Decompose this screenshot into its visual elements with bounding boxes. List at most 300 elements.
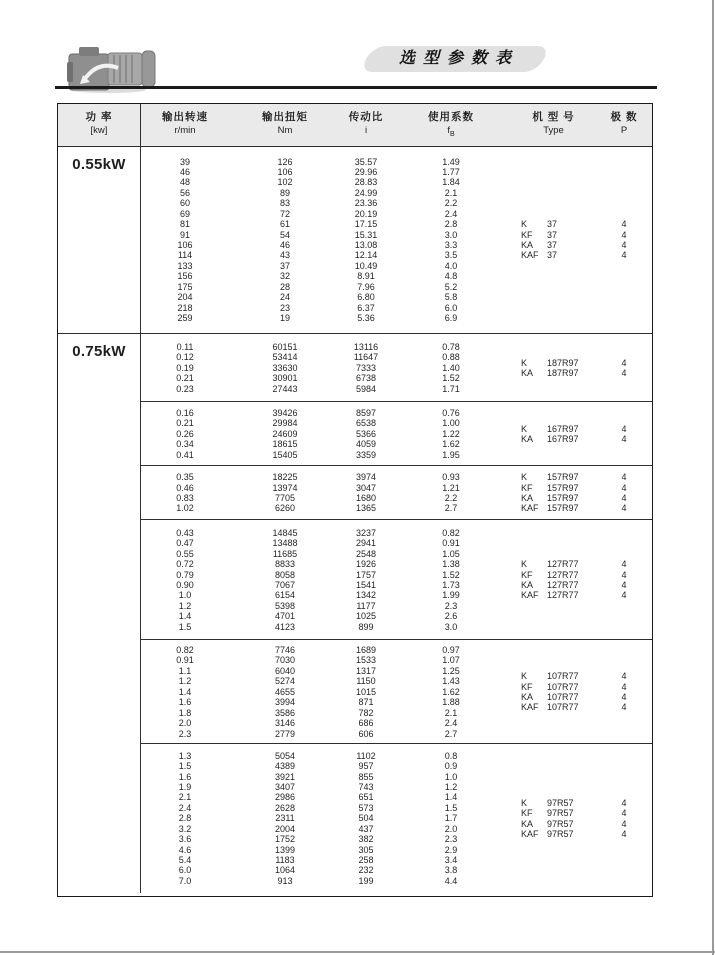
torque-value: 6260 — [274, 503, 296, 514]
speed-value: 0.35 — [176, 472, 194, 483]
ratio-value: 7333 — [355, 362, 377, 373]
speed-value: 0.46 — [176, 482, 194, 493]
speed-value: 1.9 — [178, 781, 192, 792]
torque-value: 126 — [277, 156, 293, 167]
factor-value: 0.76 — [442, 407, 460, 418]
poles-value: 4 — [621, 250, 627, 261]
speed-value: 259 — [177, 313, 193, 324]
speed-value: 0.21 — [176, 418, 194, 429]
type-model: 167R97 — [547, 434, 579, 444]
ratio-value: 305 — [358, 844, 374, 855]
type-prefix: KF — [521, 482, 533, 493]
factor-value: 1.07 — [442, 655, 460, 666]
ratio-column — [341, 466, 391, 520]
ratio-value: 6.37 — [357, 302, 375, 313]
speed-value: 3.2 — [178, 823, 192, 834]
speed-value: 56 — [179, 187, 190, 198]
factor-value: 1.25 — [442, 665, 460, 676]
ratio-value: 13116 — [353, 341, 379, 352]
factor-value: 3.5 — [444, 250, 458, 261]
factor-value: 1.73 — [442, 580, 460, 590]
torque-value: 1064 — [274, 865, 296, 876]
factor-column — [391, 466, 511, 520]
poles-column — [596, 640, 652, 744]
type-cell — [521, 230, 596, 240]
poles-value: 4 — [621, 368, 627, 378]
factor-value: 6.9 — [444, 313, 458, 324]
col-header-power: 功 率 [kw] — [58, 104, 141, 146]
ratio-value: 2548 — [355, 548, 377, 559]
type-prefix: KF — [521, 681, 533, 692]
speed-value: 0.79 — [176, 569, 194, 580]
type-cell — [521, 590, 596, 600]
torque-value: 46 — [279, 240, 290, 250]
type-model: 37 — [547, 250, 558, 261]
torque-value: 102 — [277, 177, 293, 188]
torque-column — [229, 520, 341, 640]
poles-value: 4 — [621, 493, 627, 503]
factor-value: 1.52 — [442, 569, 460, 580]
torque-value: 4389 — [274, 761, 296, 772]
ratio-value: 743 — [358, 781, 374, 792]
torque-value: 15405 — [272, 449, 298, 460]
factor-value: 0.91 — [442, 538, 460, 549]
ratio-value: 504 — [358, 813, 374, 824]
type-prefix: KAF — [521, 590, 539, 601]
speed-value: 0.83 — [176, 493, 194, 503]
type-model: 167R97 — [547, 423, 579, 434]
ratio-column — [341, 334, 391, 402]
torque-value: 6154 — [274, 590, 296, 601]
poles-value: 4 — [621, 482, 627, 493]
factor-value: 4.8 — [444, 271, 458, 282]
type-cell — [521, 358, 596, 368]
torque-value: 54 — [279, 229, 290, 240]
type-model: 127R77 — [547, 559, 579, 570]
torque-value: 3407 — [274, 781, 296, 792]
factor-value: 0.8 — [444, 750, 458, 761]
factor-value: 2.3 — [444, 834, 458, 845]
factor-value: 4.4 — [444, 875, 458, 886]
factor-value: 1.22 — [442, 428, 460, 439]
ratio-value: 3359 — [355, 449, 377, 460]
poles-column — [596, 402, 652, 466]
factor-value: 3.8 — [444, 865, 458, 876]
poles-value: 4 — [621, 671, 627, 682]
speed-value: 1.02 — [176, 503, 194, 514]
factor-value: 1.5 — [444, 802, 458, 813]
table-section — [58, 639, 652, 744]
factor-value: 0.82 — [442, 527, 460, 538]
selection-parameters-table — [57, 103, 653, 897]
ratio-value: 782 — [358, 707, 374, 718]
poles-value: 4 — [621, 229, 627, 240]
section-data — [141, 147, 652, 333]
factor-value: 1.52 — [442, 373, 460, 384]
type-prefix: KA — [521, 240, 534, 250]
speed-value: 3.6 — [178, 834, 192, 845]
speed-value: 69 — [179, 208, 190, 219]
speed-value: 1.5 — [178, 761, 192, 772]
ratio-value: 15.31 — [354, 229, 378, 240]
factor-value: 1.84 — [442, 177, 460, 188]
speed-value: 175 — [177, 281, 193, 292]
torque-value: 3994 — [274, 697, 296, 708]
speed-value: 60 — [179, 198, 190, 209]
torque-value: 14845 — [272, 527, 298, 538]
torque-value: 4123 — [274, 621, 296, 632]
poles-value: 4 — [621, 580, 627, 590]
factor-value: 2.7 — [444, 728, 458, 739]
type-prefix: K — [521, 559, 528, 570]
torque-value: 24 — [279, 292, 290, 303]
speed-column — [141, 466, 229, 520]
factor-value: 0.88 — [442, 352, 460, 363]
ratio-value: 20.19 — [354, 208, 378, 219]
type-cell — [521, 240, 596, 250]
ratio-column — [341, 640, 391, 744]
factor-value: 1.05 — [442, 548, 460, 559]
table-section — [58, 147, 652, 333]
type-model: 37 — [547, 240, 558, 250]
factor-value: 0.93 — [442, 472, 460, 483]
poles-column — [596, 334, 652, 402]
speed-value: 1.6 — [178, 697, 192, 708]
torque-value: 89 — [279, 187, 290, 198]
col-header-service-factor: 使用系数 $f_B$ — [428, 111, 474, 138]
speed-value: 4.6 — [178, 844, 192, 855]
type-model: 187R97 — [547, 368, 579, 378]
torque-value: 13488 — [272, 538, 298, 549]
poles-value: 4 — [621, 808, 627, 819]
torque-value: 4655 — [274, 686, 296, 697]
factor-value: 2.4 — [444, 718, 458, 729]
torque-value: 5054 — [274, 750, 296, 761]
speed-value: 0.82 — [176, 645, 194, 656]
torque-column — [229, 466, 341, 520]
speed-value: 2.1 — [178, 792, 192, 803]
type-model: 97R57 — [547, 797, 574, 808]
torque-column — [229, 334, 341, 402]
poles-value: 4 — [621, 681, 627, 692]
torque-value: 2004 — [274, 823, 296, 834]
power-label — [58, 465, 141, 520]
ratio-value: 11647 — [353, 352, 379, 363]
type-prefix: KA — [521, 692, 534, 702]
factor-value: 3.0 — [444, 229, 458, 240]
torque-value: 8058 — [274, 569, 296, 580]
poles-value: 4 — [621, 818, 627, 829]
ratio-value: 382 — [358, 834, 374, 845]
ratio-value: 12.14 — [354, 250, 378, 261]
scan-edge-right — [712, 0, 714, 955]
torque-value: 53414 — [272, 352, 298, 363]
factor-value: 2.7 — [444, 503, 458, 514]
type-model: 127R77 — [547, 580, 579, 590]
poles-value: 4 — [621, 423, 627, 434]
speed-value: 46 — [179, 166, 190, 177]
ratio-value: 1689 — [355, 645, 377, 656]
ratio-value: 232 — [358, 865, 374, 876]
torque-value: 5274 — [274, 676, 296, 687]
torque-value: 2628 — [274, 802, 296, 813]
factor-value: 1.40 — [442, 362, 460, 373]
speed-value: 218 — [177, 302, 193, 313]
ratio-column — [341, 147, 391, 333]
factor-value: 2.4 — [444, 208, 458, 219]
ratio-column — [341, 520, 391, 640]
torque-value: 18225 — [272, 472, 298, 483]
factor-value: 1.88 — [442, 697, 460, 708]
type-model: 157R97 — [547, 493, 579, 503]
type-model: 37 — [547, 229, 558, 240]
speed-value: 0.41 — [176, 449, 194, 460]
poles-value: 4 — [621, 219, 627, 230]
ratio-value: 4059 — [355, 439, 377, 450]
poles-value: 4 — [621, 797, 627, 808]
col-header-ratio: 传动比 i — [348, 111, 384, 136]
type-model: 127R77 — [547, 590, 579, 601]
col-header-speed: 输出转速 r/min — [162, 111, 208, 136]
header-rule — [55, 86, 657, 89]
ratio-value: 1680 — [355, 493, 377, 503]
type-cell — [521, 702, 596, 712]
factor-value: 2.6 — [444, 611, 458, 622]
ratio-value: 1757 — [355, 569, 377, 580]
speed-column — [141, 334, 229, 402]
torque-value: 1752 — [274, 834, 296, 845]
poles-value: 4 — [621, 702, 627, 713]
factor-value: 0.78 — [442, 341, 460, 352]
type-column — [511, 466, 596, 520]
section-data — [141, 334, 652, 402]
speed-value: 91 — [179, 229, 190, 240]
type-model: 97R57 — [547, 828, 574, 839]
torque-value: 8833 — [274, 559, 296, 570]
table-section — [58, 465, 652, 520]
col-header-poles: 极 数 P — [610, 111, 638, 136]
type-column — [511, 334, 596, 402]
poles-value: 4 — [621, 828, 627, 839]
poles-column — [596, 147, 652, 333]
type-model: 107R77 — [547, 692, 579, 702]
poles-value: 4 — [621, 559, 627, 570]
factor-value: 2.1 — [444, 707, 458, 718]
type-column — [511, 402, 596, 466]
torque-column — [229, 402, 341, 466]
torque-value: 7705 — [274, 493, 296, 503]
speed-value: 0.91 — [176, 655, 194, 666]
ratio-value: 2941 — [355, 538, 377, 549]
torque-value: 1183 — [275, 855, 295, 866]
type-column — [511, 520, 596, 640]
type-cell — [521, 559, 596, 569]
speed-value: 81 — [179, 219, 190, 230]
factor-value: 2.2 — [444, 198, 458, 209]
type-model: 187R97 — [547, 357, 579, 368]
speed-value: 1.8 — [178, 707, 192, 718]
factor-value: 6.0 — [444, 302, 458, 313]
factor-value: 1.43 — [442, 676, 460, 687]
ratio-column — [341, 402, 391, 466]
ratio-value: 8597 — [355, 407, 377, 418]
power-label — [58, 639, 141, 744]
speed-value: 2.4 — [178, 802, 192, 813]
type-prefix: KA — [521, 434, 534, 444]
power-label: 0.75kW — [58, 334, 141, 402]
torque-value: 2986 — [274, 792, 296, 803]
torque-value: 3586 — [274, 707, 296, 718]
ratio-value: 35.57 — [354, 156, 378, 167]
torque-value: 13974 — [272, 482, 298, 493]
section-data — [141, 465, 652, 520]
ratio-value: 13.08 — [354, 240, 378, 250]
factor-value: 5.2 — [444, 281, 458, 292]
type-cell — [521, 570, 596, 580]
ratio-column — [341, 744, 391, 893]
type-model: 157R97 — [547, 482, 579, 493]
factor-value: 1.21 — [442, 482, 460, 493]
col-header-torque: 输出扭矩 Nm — [262, 111, 308, 136]
speed-value: 133 — [177, 260, 193, 271]
torque-value: 37 — [279, 260, 290, 271]
speed-value: 0.47 — [176, 538, 194, 549]
ratio-value: 573 — [358, 802, 374, 813]
speed-value: 1.6 — [178, 771, 192, 782]
speed-value: 156 — [177, 271, 193, 282]
speed-value: 6.0 — [178, 865, 192, 876]
type-cell — [521, 472, 596, 482]
page-title: 选型参数表 — [398, 50, 519, 67]
poles-value: 4 — [621, 434, 627, 444]
speed-value: 1.4 — [178, 611, 192, 622]
power-label: 0.55kW — [58, 147, 141, 333]
speed-value: 2.8 — [178, 813, 192, 824]
torque-value: 7067 — [274, 580, 296, 590]
torque-value: 1399 — [274, 844, 296, 855]
type-prefix: KF — [521, 808, 533, 819]
ratio-value: 10.49 — [354, 260, 378, 271]
speed-value: 0.90 — [176, 580, 194, 590]
ratio-value: 3047 — [355, 482, 377, 493]
table-section — [58, 333, 652, 402]
type-cell — [521, 483, 596, 493]
speed-value: 0.43 — [176, 527, 194, 538]
ratio-value: 871 — [358, 697, 374, 708]
type-model: 157R97 — [547, 503, 579, 514]
speed-column — [141, 744, 229, 893]
ratio-value: 1342 — [355, 590, 377, 601]
ratio-value: 5.36 — [357, 313, 375, 324]
ratio-value: 8.91 — [357, 271, 375, 282]
speed-value: 5.4 — [178, 855, 192, 866]
type-prefix: KA — [521, 580, 534, 590]
ratio-value: 6738 — [355, 373, 377, 384]
type-model: 97R57 — [547, 808, 574, 819]
speed-value: 48 — [179, 177, 190, 188]
speed-value: 0.21 — [176, 373, 194, 384]
poles-value: 4 — [621, 569, 627, 580]
col-header-type: 机 型 号 Type — [532, 111, 575, 136]
type-cell — [521, 250, 596, 260]
torque-value: 18615 — [272, 439, 298, 450]
poles-value: 4 — [621, 357, 627, 368]
torque-value: 27443 — [272, 383, 298, 394]
ratio-value: 6538 — [355, 418, 377, 429]
factor-value: 1.71 — [442, 383, 460, 394]
speed-value: 1.5 — [178, 621, 192, 632]
poles-value: 4 — [621, 240, 627, 250]
type-prefix: KAF — [521, 250, 539, 261]
ratio-value: 29.96 — [354, 166, 378, 177]
factor-value: 1.0 — [444, 771, 458, 782]
speed-value: 0.23 — [176, 383, 194, 394]
ratio-value: 24.99 — [354, 187, 378, 198]
speed-value: 0.16 — [176, 407, 194, 418]
speed-column — [141, 520, 229, 640]
type-model: 127R77 — [547, 569, 579, 580]
factor-value: 3.4 — [444, 855, 458, 866]
factor-value: 3.0 — [444, 621, 458, 632]
speed-value: 7.0 — [178, 875, 192, 886]
torque-value: 7030 — [274, 655, 296, 666]
scan-edge-bottom — [0, 951, 715, 953]
ratio-value: 1317 — [355, 665, 377, 676]
speed-value: 1.4 — [178, 686, 192, 697]
torque-value: 4701 — [274, 611, 296, 622]
type-cell — [521, 503, 596, 513]
factor-value: 2.2 — [444, 493, 458, 503]
ratio-value: 1015 — [355, 686, 377, 697]
table-section — [58, 743, 652, 893]
speed-value: 0.72 — [176, 559, 194, 570]
speed-value: 0.19 — [176, 362, 194, 373]
type-model: 37 — [547, 219, 558, 230]
factor-value: 1.62 — [442, 439, 460, 450]
type-prefix: K — [521, 423, 528, 434]
speed-value: 1.3 — [178, 750, 192, 761]
torque-value: 106 — [277, 166, 293, 177]
table-section — [58, 519, 652, 640]
ratio-value: 855 — [358, 771, 374, 782]
ratio-value: 5984 — [355, 383, 377, 394]
type-cell — [521, 493, 596, 503]
type-prefix: KA — [521, 368, 534, 378]
type-cell — [521, 219, 596, 229]
torque-value: 7746 — [274, 645, 296, 656]
torque-value: 23 — [279, 302, 290, 313]
type-cell — [521, 829, 596, 839]
type-column — [511, 147, 596, 333]
factor-value: 1.00 — [442, 418, 460, 429]
factor-column — [391, 334, 511, 402]
speed-value: 0.11 — [176, 341, 194, 352]
type-cell — [521, 808, 596, 818]
torque-value: 3921 — [274, 771, 296, 782]
speed-value: 1.0 — [178, 590, 192, 601]
torque-value: 29984 — [272, 418, 298, 429]
factor-value: 1.77 — [442, 166, 460, 177]
table-header-row — [58, 104, 652, 147]
ratio-value: 7.96 — [357, 281, 375, 292]
ratio-value: 686 — [358, 718, 374, 729]
ratio-value: 3974 — [355, 472, 377, 483]
factor-column — [391, 744, 511, 893]
type-model: 107R77 — [547, 681, 579, 692]
torque-value: 6040 — [274, 665, 296, 676]
section-data — [141, 639, 652, 744]
factor-value: 2.3 — [444, 600, 458, 611]
